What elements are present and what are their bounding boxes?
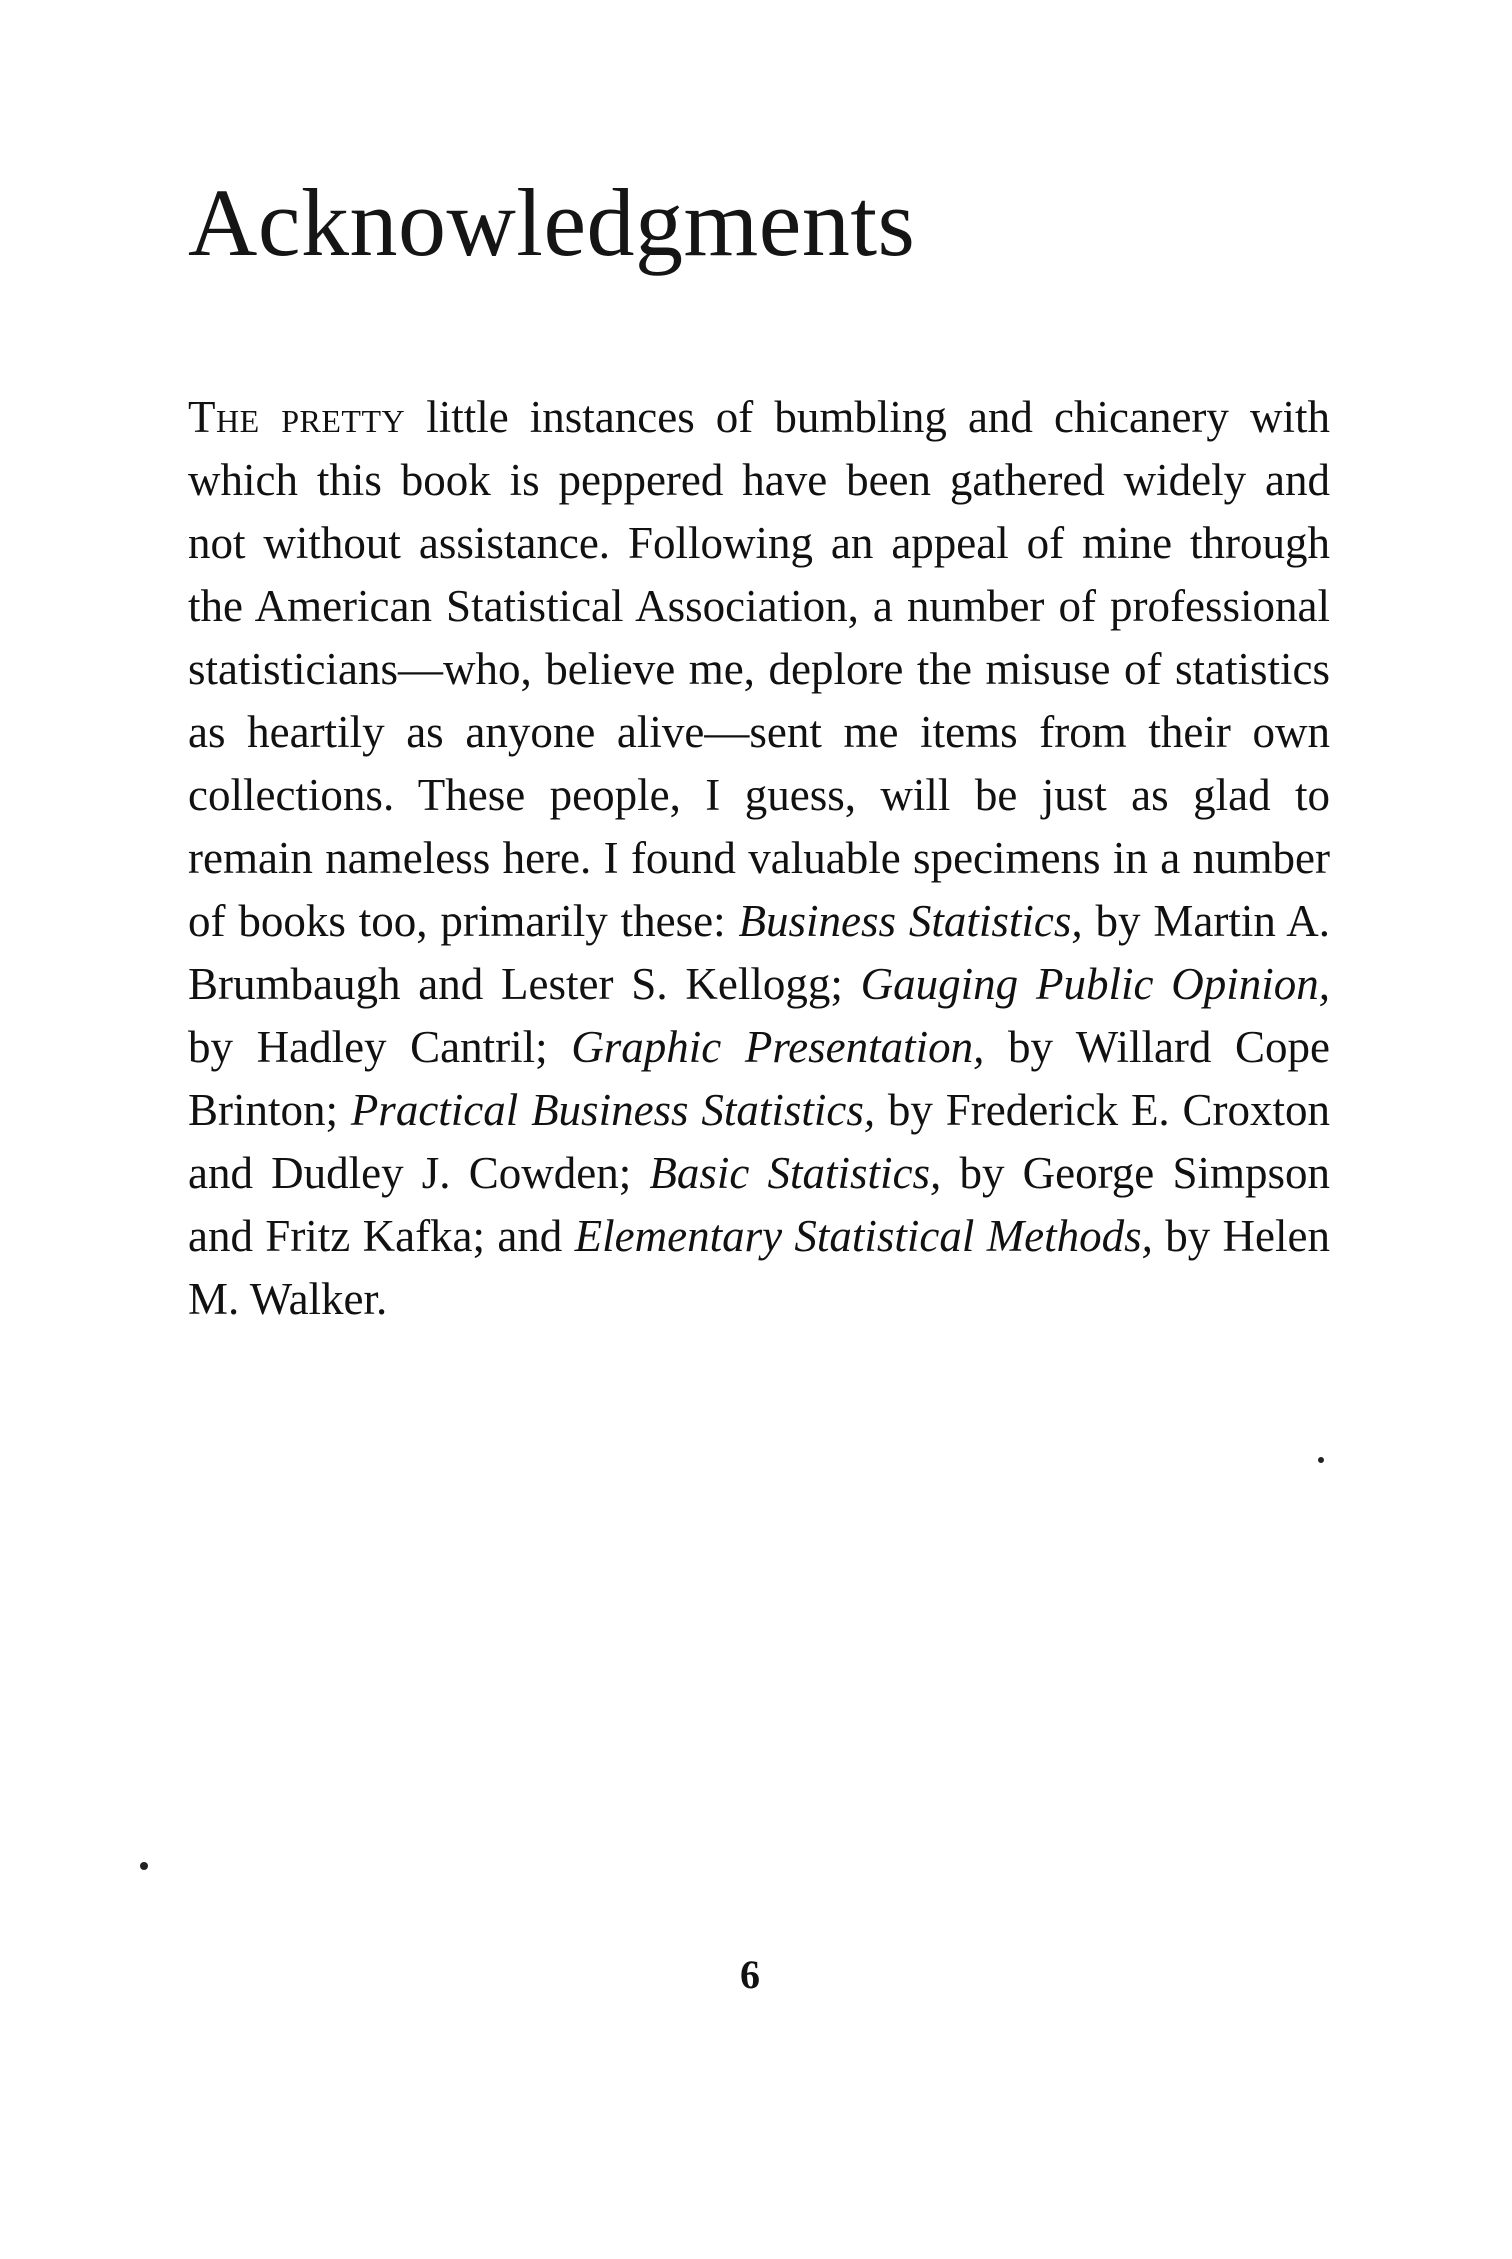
scan-speck-mark xyxy=(140,1862,148,1870)
page-number: 6 xyxy=(740,1952,760,1997)
book-title-basic-statistics: Basic Statistics, xyxy=(649,1148,942,1198)
text-segment-5: by Frederick E. Croxton and Dudley J. Cowden; xyxy=(188,1085,1330,1198)
text-segment-1: little instances of bumbling and chicanery with which this book is peppered have been gathered widely and not without assistance. Following an appeal of mine through the American Statistical Association, a number of professional statisticians—who, believe me, deplore the misuse of statistics as heartily as anyone alive—sent me items from their own collections. These people, I guess, will be just as glad to remain nameless here. I found valuable specimens in a number of books too, primarily these: xyxy=(188,392,1330,946)
page-title: Acknowledgments xyxy=(188,169,916,276)
book-title-practical-business-statistics: Practical Business Statistics, xyxy=(350,1085,876,1135)
text-segment-7: by Helen M. Walker. xyxy=(188,1211,1330,1324)
text-segment-6: by George Simpson and Fritz Kafka; and xyxy=(188,1148,1330,1261)
scan-speck-mark xyxy=(1318,1457,1324,1463)
text-segment-2: by Martin A. Brumbaugh and Lester S. Kellogg; xyxy=(188,896,1331,1009)
text-segment-3: by Hadley Cantril; xyxy=(188,1022,572,1072)
book-title-business-statistics: Business Statistics, xyxy=(738,896,1083,946)
acknowledgments-paragraph xyxy=(188,386,1330,1331)
book-title-gauging-public-opinion: Gauging Public Opinion, xyxy=(860,959,1331,1009)
text-segment-4: by Willard Cope Brinton; xyxy=(188,1022,1331,1135)
book-title-elementary-statistical-methods: Elementary Statistical Methods, xyxy=(574,1211,1153,1261)
book-title-graphic-presentation: Graphic Presentation, xyxy=(571,1022,985,1072)
lead-in-small-caps: The pretty xyxy=(188,392,406,442)
